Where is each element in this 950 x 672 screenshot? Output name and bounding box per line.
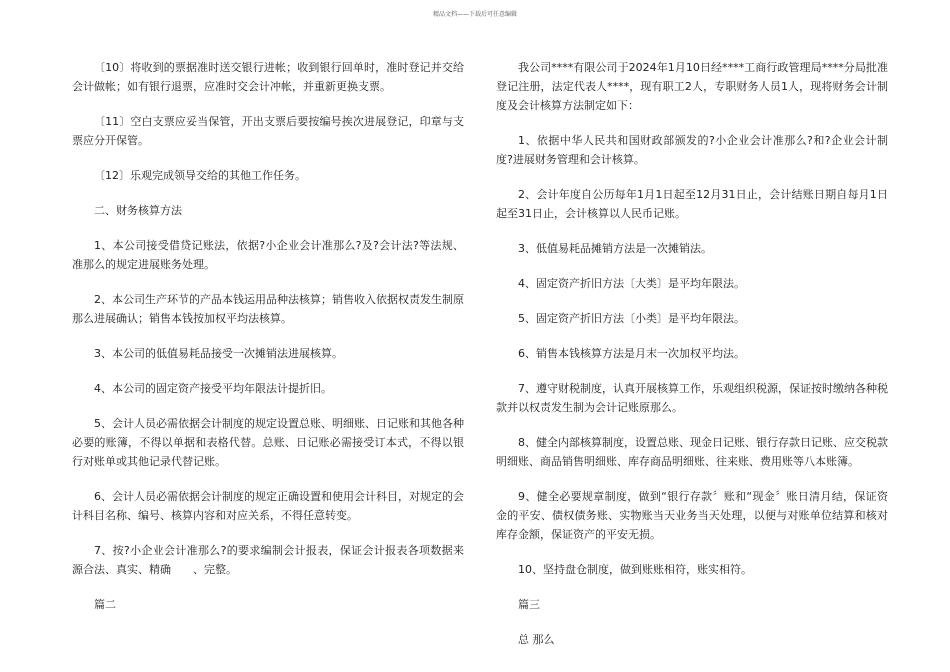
paragraph: 2、本公司生产环节的产品本钱运用品种法核算；销售收入依据权责发生制原那么进展确认；销售本钱按加权平均法核算。 xyxy=(72,293,464,325)
section-heading: 篇二 xyxy=(94,598,116,611)
paragraph: 6、会计人员必需依据会计制度的规定正确设置和使用会计科目，对规定的会计科目名称、编号、核算内容和对应关系，不得任意转变。 xyxy=(72,490,464,522)
paragraph: 4、固定资产折旧方法〔大类〕是平均年限法。 xyxy=(518,277,745,290)
paragraph: 2、会计年度自公历每年1月1日起至12月31日止，会计结账日期自每月1日起至31日止，会计核算以人民币记账。 xyxy=(496,188,888,220)
paragraph: 〔10〕将收到的票据准时送交银行进帐；收到银行回单时，准时登记并交给会计做帐；如有银行退票，应准时交会计冲帐，并重新更换支票。 xyxy=(72,61,464,93)
paragraph: 10、坚持盘仓制度，做到账账相符，账实相符。 xyxy=(518,563,752,576)
paragraph: 4、本公司的固定资产接受平均年限法计提折旧。 xyxy=(94,382,332,395)
left-column xyxy=(72,58,464,630)
paragraph: 8、健全内部核算制度，设置总账、现金日记账、银行存款日记账、应交税款明细账、商品销售明细账、库存商品明细账、往来账、费用账等八本账簿。 xyxy=(496,436,888,468)
paragraph: 1、本公司接受借贷记账法，依据?小企业会计准那么?及?会计法?等法规、准那么的规定进展账务处理。 xyxy=(72,239,464,271)
paragraph: 3、本公司的低值易耗品接受一次摊销法进展核算。 xyxy=(94,347,343,360)
paragraph: 5、固定资产折旧方法〔小类〕是平均年限法。 xyxy=(518,312,745,325)
paragraph: 7、按?小企业会计准那么?的要求编制会计报表，保证会计报表各项数据来源合法、真实、精确 、完整。 xyxy=(72,544,464,576)
paragraph: 3、低值易耗品摊销方法是一次摊销法。 xyxy=(518,242,712,255)
section-heading: 二、财务核算方法 xyxy=(94,204,182,217)
right-column xyxy=(496,58,888,665)
paragraph: 6、销售本钱核算方法是月末一次加权平均法。 xyxy=(518,347,745,360)
paragraph: 我公司****有限公司于2024年1月10日经****工商行政管理局****分局批准登记注册，法定代表人****，现有职工2人，专职财务人员1人，现将财务会计制度及会计核算方法制定如下： xyxy=(496,61,888,112)
paragraph: 1、依据中华人民共和国财政部颁发的?小企业会计准那么?和?企业会计制度?进展财务管理和会计核算。 xyxy=(496,134,888,166)
paragraph: 5、会计人员必需依据会计制度的规定设置总账、明细账、日记账和其他各种必要的账簿，不得以单据和表格代替。总账、日记账必需接受订本式，不得以银行对账单或其他记录代替记账。 xyxy=(72,417,464,468)
section-heading: 总 那么 xyxy=(518,633,555,646)
paragraph: 7、遵守财税制度，认真开展核算工作，乐观组织税源，保证按时缴纳各种税款并以权责发生制为会计记账原那么。 xyxy=(496,382,888,414)
paragraph: 〔11〕空白支票应妥当保管，开出支票后要按编号挨次进展登记，印章与支票应分开保管。 xyxy=(72,115,464,147)
section-heading: 篇三 xyxy=(518,598,540,611)
page-header: 精品文档——下载后可任意编辑 xyxy=(432,11,517,18)
paragraph: 〔12〕乐观完成领导交给的其他工作任务。 xyxy=(94,169,306,182)
paragraph: 9、健全必要规章制度，做到“银行存款〞账和“现金〞账日清月结，保证资金的平安、债权债务账、实物账当天业务当天处理，以便与对账单位结算和核对库存金额，保证资产的平安无损。 xyxy=(496,490,888,541)
